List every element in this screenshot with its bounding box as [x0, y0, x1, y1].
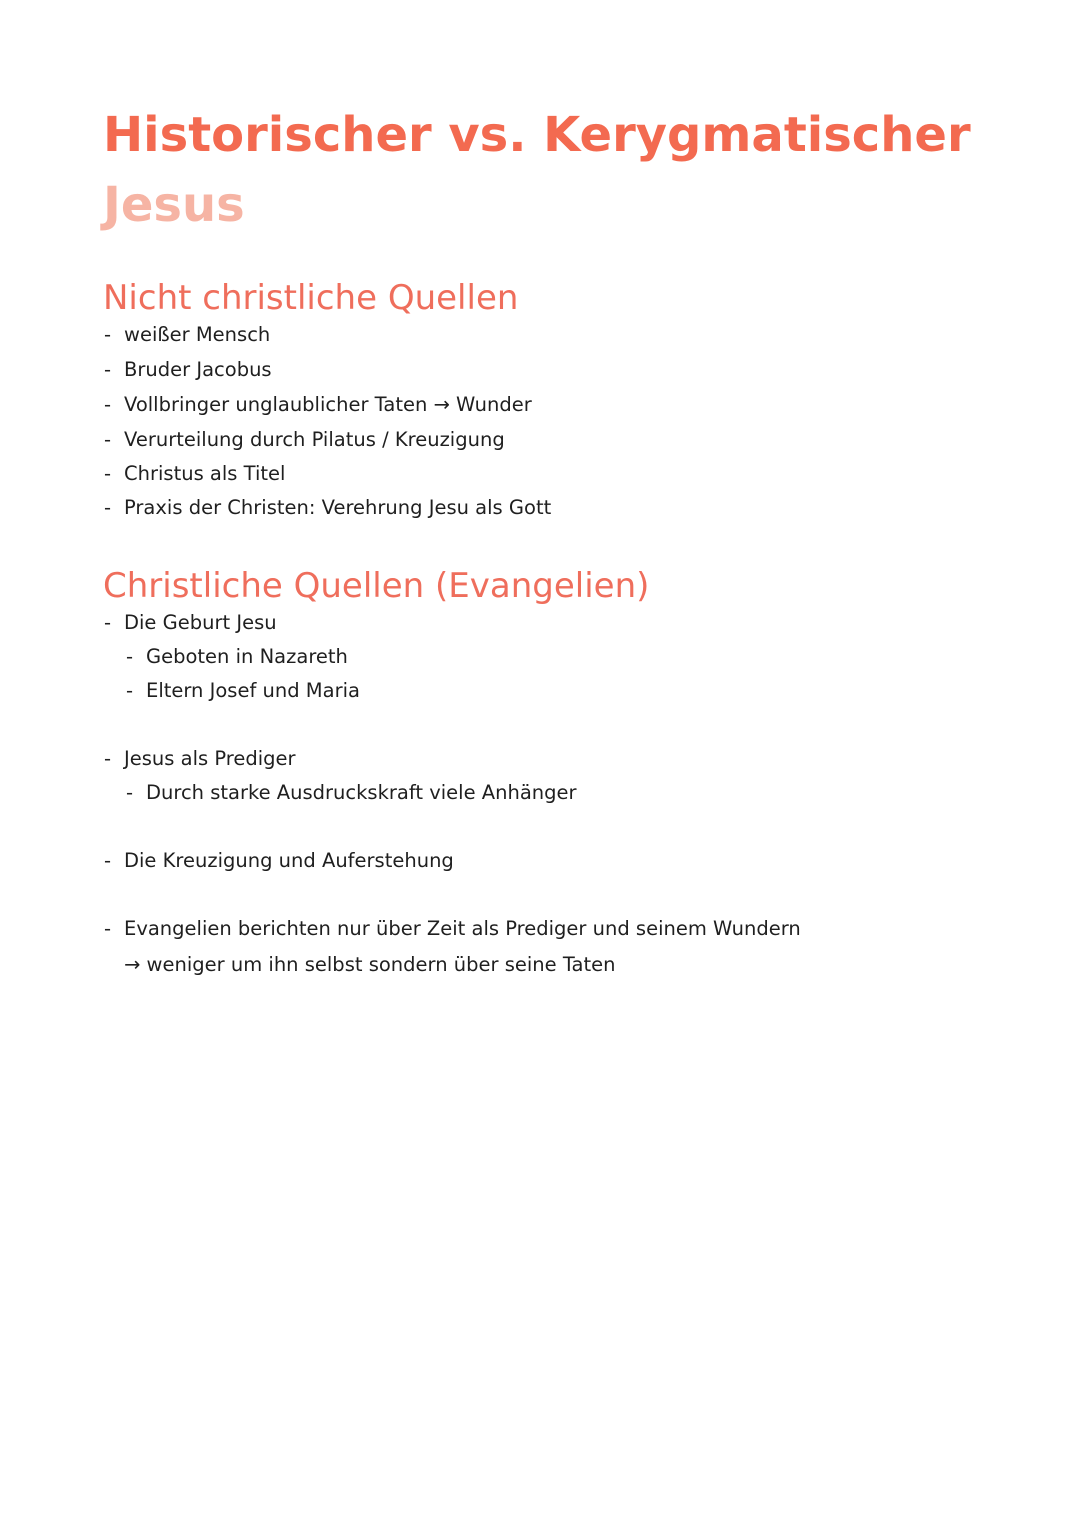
bullet-dash: - [104, 428, 112, 451]
sub-list-item [126, 780, 577, 806]
bullet-dash: - [104, 393, 112, 416]
list-item-text: Jesus als Prediger [124, 747, 296, 770]
list-item-text: Die Geburt Jesu [124, 611, 277, 634]
list-item [104, 495, 552, 521]
list-item-text: Praxis der Christen: Verehrung Jesu als Gott [124, 496, 552, 519]
bullet-dash: - [126, 645, 134, 668]
sub-list-item-text: Durch starke Ausdruckskraft viele Anhänger [146, 781, 577, 804]
list-item [104, 848, 454, 874]
bullet-dash: - [104, 849, 112, 872]
list-item-continuation [124, 952, 615, 978]
list-item-text: Die Kreuzigung und Auferstehung [124, 849, 454, 872]
bullet-dash: - [126, 679, 134, 702]
list-item-text: Evangelien berichten nur über Zeit als Prediger und seinem Wundern [124, 917, 801, 940]
title-line-1: Historischer vs. Kerygmatischer [103, 107, 971, 163]
bullet-dash: - [104, 747, 112, 770]
section-heading-non-christian-sources: Nicht christliche Quellen [103, 278, 519, 318]
bullet-dash: - [104, 611, 112, 634]
bullet-dash: - [104, 462, 112, 485]
list-item-text: weißer Mensch [124, 323, 271, 346]
page-title [103, 100, 1003, 240]
title-line-2: Jesus [103, 177, 245, 233]
list-item [104, 357, 272, 383]
list-item [104, 746, 296, 772]
bullet-dash: - [104, 917, 112, 940]
sub-list-item [126, 678, 360, 704]
continuation-text: → weniger um ihn selbst sondern über seine Taten [124, 953, 616, 976]
list-item [104, 916, 801, 942]
sub-list-item-text: Geboten in Nazareth [146, 645, 348, 668]
list-item-text: Christus als Titel [124, 462, 286, 485]
list-item-text: Vollbringer unglaublicher Taten → Wunder [124, 393, 532, 416]
list-item-text: Bruder Jacobus [124, 358, 272, 381]
list-item [104, 427, 505, 453]
list-item-text: Verurteilung durch Pilatus / Kreuzigung [124, 428, 505, 451]
list-item [104, 322, 271, 348]
sub-list-item [126, 644, 348, 670]
list-item [104, 610, 277, 636]
bullet-dash: - [104, 358, 112, 381]
bullet-dash: - [104, 496, 112, 519]
sub-list-item-text: Eltern Josef und Maria [146, 679, 360, 702]
bullet-dash: - [126, 781, 134, 804]
list-item [104, 461, 286, 487]
section-heading-christian-sources: Christliche Quellen (Evangelien) [103, 566, 650, 606]
bullet-dash: - [104, 323, 112, 346]
list-item [104, 392, 532, 418]
